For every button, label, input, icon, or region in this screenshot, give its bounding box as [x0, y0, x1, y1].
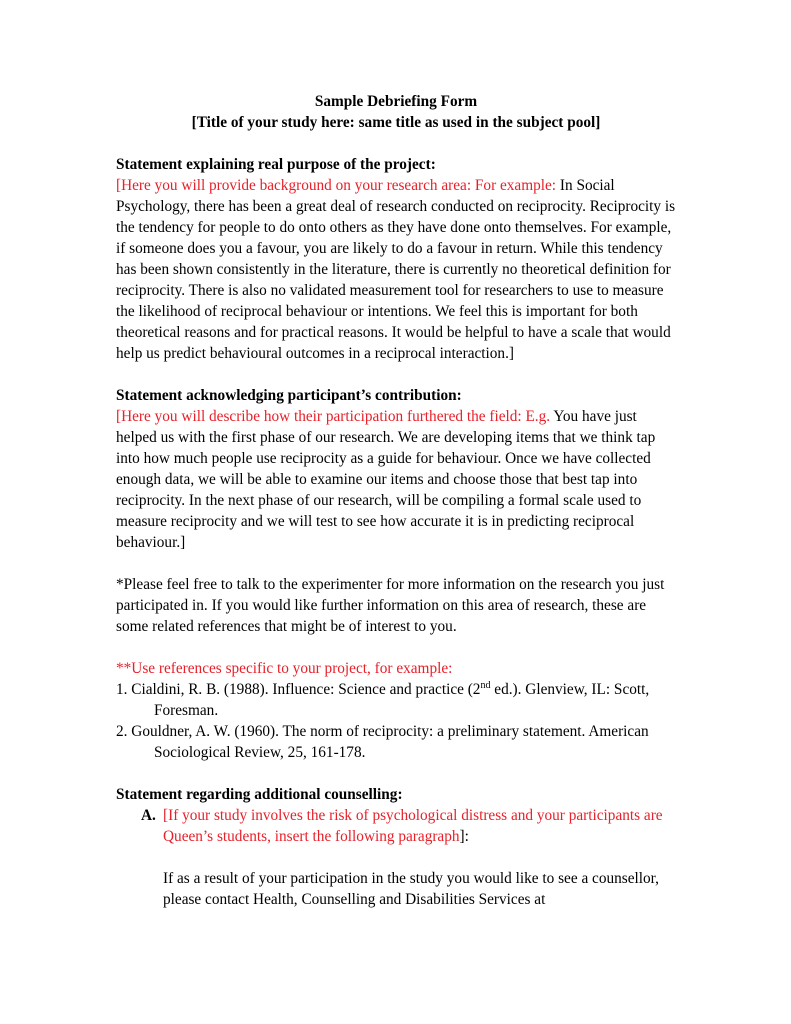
counselling-item-a: [116, 805, 676, 847]
purpose-red-intro: [Here you will provide background on your research area: For example:: [116, 177, 557, 194]
reference-1: [116, 679, 676, 721]
spacer: [116, 847, 676, 868]
more-info-paragraph: *Please feel free to talk to the experimenter for more information on the research you just participated in. If you would like further information on this area of research, these are some related references that might be of interest to you.: [116, 576, 665, 635]
reference-1-superscript: nd: [480, 679, 491, 691]
purpose-paragraph: [116, 175, 676, 364]
spacer: [116, 364, 676, 385]
spacer: [116, 763, 676, 784]
item-a-red-text: [If your study involves the risk of psychological distress and your participants are Queen’s students, insert the following paragraph: [163, 807, 663, 845]
contribution-body: You have just helped us with the first phase of our research. We are developing items that we think tap into how much people use reciprocity as a guide for behaviour. Once we have collected enough data, we will be able to examine our items and choose those that best tap into reciprocity. In the next phase of our research, will be compiling a formal scale used to measure reciprocity and we will test to see how accurate it is in predicting reciprocal behaviour.]: [116, 408, 656, 551]
item-a-end: ]:: [459, 828, 469, 845]
spacer: [116, 133, 676, 154]
item-a-marker: A.: [141, 807, 156, 824]
purpose-heading: Statement explaining real purpose of the project:: [116, 156, 436, 173]
contribution-paragraph: [116, 406, 676, 553]
reference-2: 2. Gouldner, A. W. (1960). The norm of reciprocity: a preliminary statement. American Sociological Review, 25, 161-178.: [116, 723, 649, 761]
counselling-heading: Statement regarding additional counselling:: [116, 786, 403, 803]
contribution-heading: Statement acknowledging participant’s contribution:: [116, 387, 462, 404]
document-subtitle: [Title of your study here: same title as used in the subject pool]: [191, 114, 601, 131]
reference-1-before: 1. Cialdini, R. B. (1988). Influence: Science and practice (2: [116, 681, 481, 698]
counselling-paragraph: If as a result of your participation in the study you would like to see a counsellor, please contact Health, Counselling and Disabilities Services at: [163, 870, 659, 908]
debriefing-document: [116, 91, 676, 910]
spacer: [116, 553, 676, 574]
purpose-body: In Social Psychology, there has been a great deal of research conducted on reciprocity. Reciprocity is the tendency for people to do onto others as they have done onto themselves. For example, if someone does you a favour, you are likely to do a favour in return. While this tendency has been shown consistently in the literature, there is currently no theoretical definition for reciprocity. There is also no validated measurement tool for researchers to use to measure the likelihood of reciprocal behaviour or intentions. We feel this is important for both theoretical reasons and for practical reasons. It would be helpful to have a scale that would help us predict behavioural outcomes in a reciprocal interaction.]: [116, 177, 676, 362]
document-title: Sample Debriefing Form: [314, 93, 478, 110]
references-intro: **Use references specific to your project, for example:: [116, 660, 453, 677]
contribution-red-intro: [Here you will describe how their participation furthered the field: E.g.: [116, 408, 551, 425]
spacer: [116, 637, 676, 658]
reference-1-after: ed.). Glenview, IL: Scott, Foresman.: [154, 681, 650, 719]
